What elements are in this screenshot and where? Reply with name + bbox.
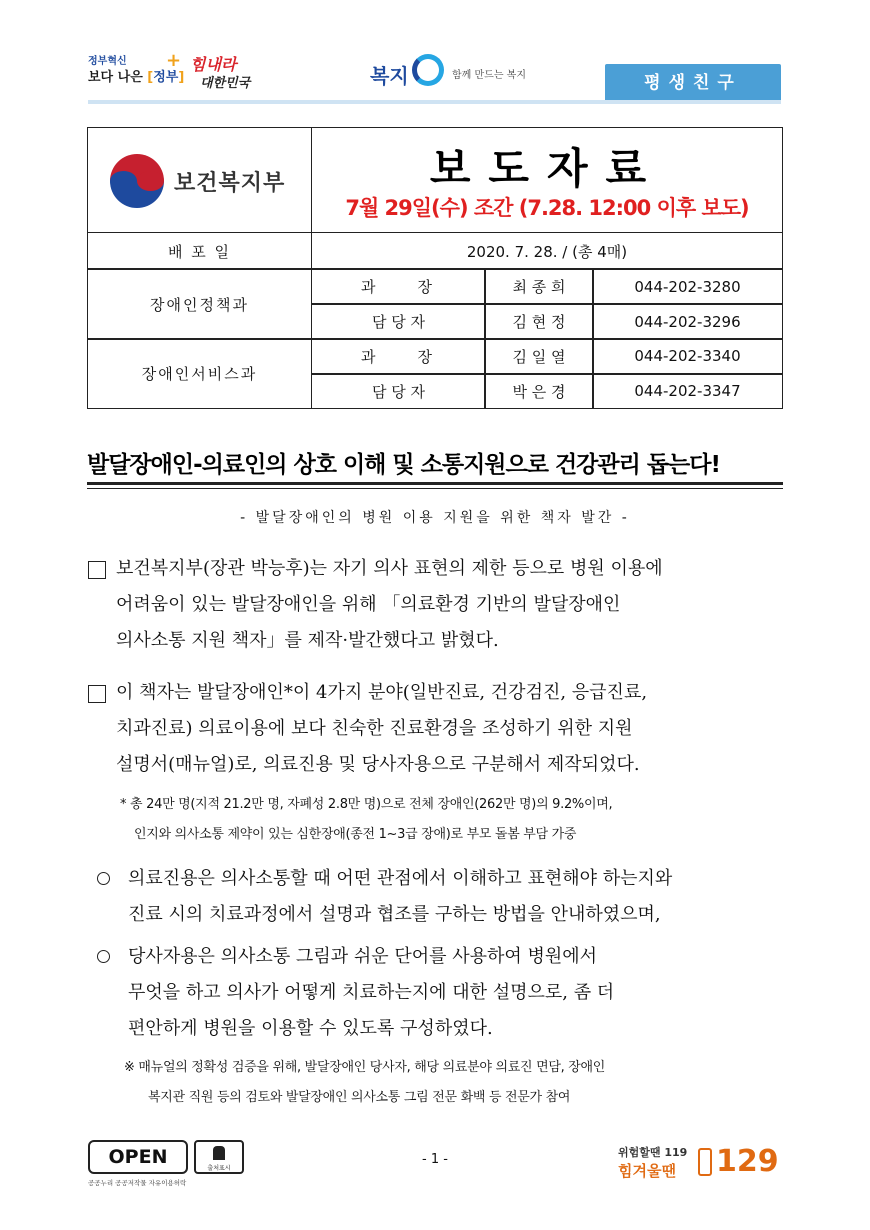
gov-logo-line2a: 보다 나은 xyxy=(88,70,143,85)
bokji-logo-sub: 함께 만드는 복지 xyxy=(452,70,526,81)
press-release-title: 보도자료 xyxy=(429,144,665,193)
department-name: 장애인정책과 xyxy=(88,269,312,339)
banner-divider xyxy=(88,100,781,104)
page-number: - 1 - xyxy=(422,1152,448,1167)
korea-logo-line1: 힘내라 xyxy=(190,55,237,74)
bullet-2 xyxy=(128,939,798,1047)
title-cell xyxy=(312,128,782,233)
contact-phone: 044-202-3296 xyxy=(634,312,741,331)
ministry-logo-cell xyxy=(88,128,312,233)
bokji-logo-text: 복지 xyxy=(370,64,409,88)
contact-role: 담 당 자 xyxy=(371,382,425,401)
korea-logo-line2: 대한민국 xyxy=(200,76,251,91)
contact-person: 김 현 정 xyxy=(512,313,566,331)
paragraph-line: 편안하게 병원을 이용할 수 있도록 구성하였다. xyxy=(128,1018,493,1039)
paragraph-line: 보건복지부(장관 박능후)는 자기 의사 표현의 제한 등으로 병원 이용에 xyxy=(116,558,663,579)
headline-rule-thin xyxy=(87,488,783,489)
hotline-number: 129 xyxy=(716,1144,779,1179)
taegeuk-icon xyxy=(110,154,164,208)
headline-rule xyxy=(87,482,783,485)
gov-logo-line2b: 정부 xyxy=(153,70,179,85)
bokji-circle-icon xyxy=(412,54,444,86)
paragraph-line: 무엇을 하고 의사가 어떻게 치료하는지에 대한 설명으로, 좀 더 xyxy=(128,982,615,1003)
plus-icon: + xyxy=(166,50,182,71)
gov-logo-line1: 정부혁신 xyxy=(88,56,127,67)
contact-person: 최 종 희 xyxy=(512,278,566,296)
note-line: ※ 매뉴얼의 정확성 검증을 위해, 발달장애인 당사자, 해당 의료분야 의료진 면담, 장애인 xyxy=(124,1060,606,1075)
paragraph-line: 의사소통 지원 책자」를 제작·발간했다고 밝혔다. xyxy=(116,630,499,651)
paragraph-line: 의료진용은 의사소통할 때 어떤 관점에서 이해하고 표현해야 하는지와 xyxy=(128,868,673,889)
checkbox-bullet-icon xyxy=(88,685,106,703)
hotline-129-logo xyxy=(618,1138,788,1190)
paragraph-line: 당사자용은 의사소통 그림과 쉬운 단어를 사용하여 병원에서 xyxy=(128,946,598,967)
date-value: 2020. 7. 28. / (총 4매) xyxy=(466,242,628,261)
paragraph-1 xyxy=(116,551,796,659)
paragraph-line: 어려움이 있는 발달장애인을 위해 「의료환경 기반의 발달장애인 xyxy=(116,594,621,615)
note-line: 인지와 의사소통 제약이 있는 심한장애(종전 1~3급 장애)로 부모 돌봄 부담 가중 xyxy=(134,827,577,842)
paragraph-2 xyxy=(116,675,796,783)
open-caption: 공공누리 공공저작물 자유이용허락 xyxy=(88,1179,187,1187)
embargo-notice: 7월 29일(수) 조간 (7.28. 12:00 이후 보도) xyxy=(345,196,749,220)
hotline-line2: 힘겨울땐 xyxy=(618,1162,676,1180)
circle-bullet-icon xyxy=(97,872,110,885)
note-line: * 총 24만 명(지적 21.2만 명, 자폐성 2.8만 명)으로 전체 장애인(262만 명)의 9.2%이며, xyxy=(120,797,613,812)
department-name: 장애인서비스과 xyxy=(88,339,312,408)
contact-role: 과 장 xyxy=(361,347,436,366)
lifelong-friend-banner: 평생친구 xyxy=(605,64,781,102)
bullet-1 xyxy=(128,861,798,933)
contact-person: 김 일 열 xyxy=(512,347,566,366)
contact-person: 박 은 경 xyxy=(512,382,566,401)
footnote-1 xyxy=(120,790,800,850)
gov-innovation-logo: 정부혁신 보다 나은 [정부] + xyxy=(88,50,185,85)
subtitle: - 발달장애인의 병원 이용 지원을 위한 책자 발간 - xyxy=(240,510,630,526)
attribution-label: 출처표시 xyxy=(207,1165,231,1172)
contact-role: 과 장 xyxy=(361,278,436,296)
headline: 발달장애인-의료인의 상호 이해 및 소통지원으로 건강관리 돕는다! xyxy=(87,452,720,478)
contact-phone: 044-202-3347 xyxy=(634,382,741,400)
note-line: 복지관 직원 등의 검토와 발달장애인 의사소통 그림 전문 화백 등 전문가 참여 xyxy=(148,1090,571,1105)
circle-bullet-icon xyxy=(97,950,110,963)
korea-slogan-logo xyxy=(190,52,260,98)
paragraph-line: 설명서(매뉴얼)로, 의료진용 및 당사자용으로 구분해서 제작되었다. xyxy=(116,754,640,775)
footnote-2 xyxy=(124,1053,804,1113)
contact-role: 담 당 자 xyxy=(371,313,425,331)
paragraph-line: 이 책자는 발달장애인*이 4가지 분야(일반진료, 건강검진, 응급진료, xyxy=(116,682,648,703)
bokji-logo xyxy=(370,50,540,96)
hotline-line1: 위험할땐 119 xyxy=(618,1146,688,1159)
contact-phone: 044-202-3340 xyxy=(634,347,741,365)
ministry-name: 보건복지부 xyxy=(174,171,286,196)
checkbox-bullet-icon xyxy=(88,561,106,579)
phone-icon xyxy=(698,1148,712,1176)
press-release-header-table xyxy=(87,127,783,409)
paragraph-line: 진료 시의 치료과정에서 설명과 협조를 구하는 방법을 안내하였으며, xyxy=(128,904,661,925)
paragraph-line: 치과진료) 의료이용에 보다 친숙한 진료환경을 조성하기 위한 지원 xyxy=(116,718,633,739)
contact-phone: 044-202-3280 xyxy=(634,277,741,296)
open-label: OPEN xyxy=(88,1140,188,1174)
date-label: 배 포 일 xyxy=(88,233,312,269)
